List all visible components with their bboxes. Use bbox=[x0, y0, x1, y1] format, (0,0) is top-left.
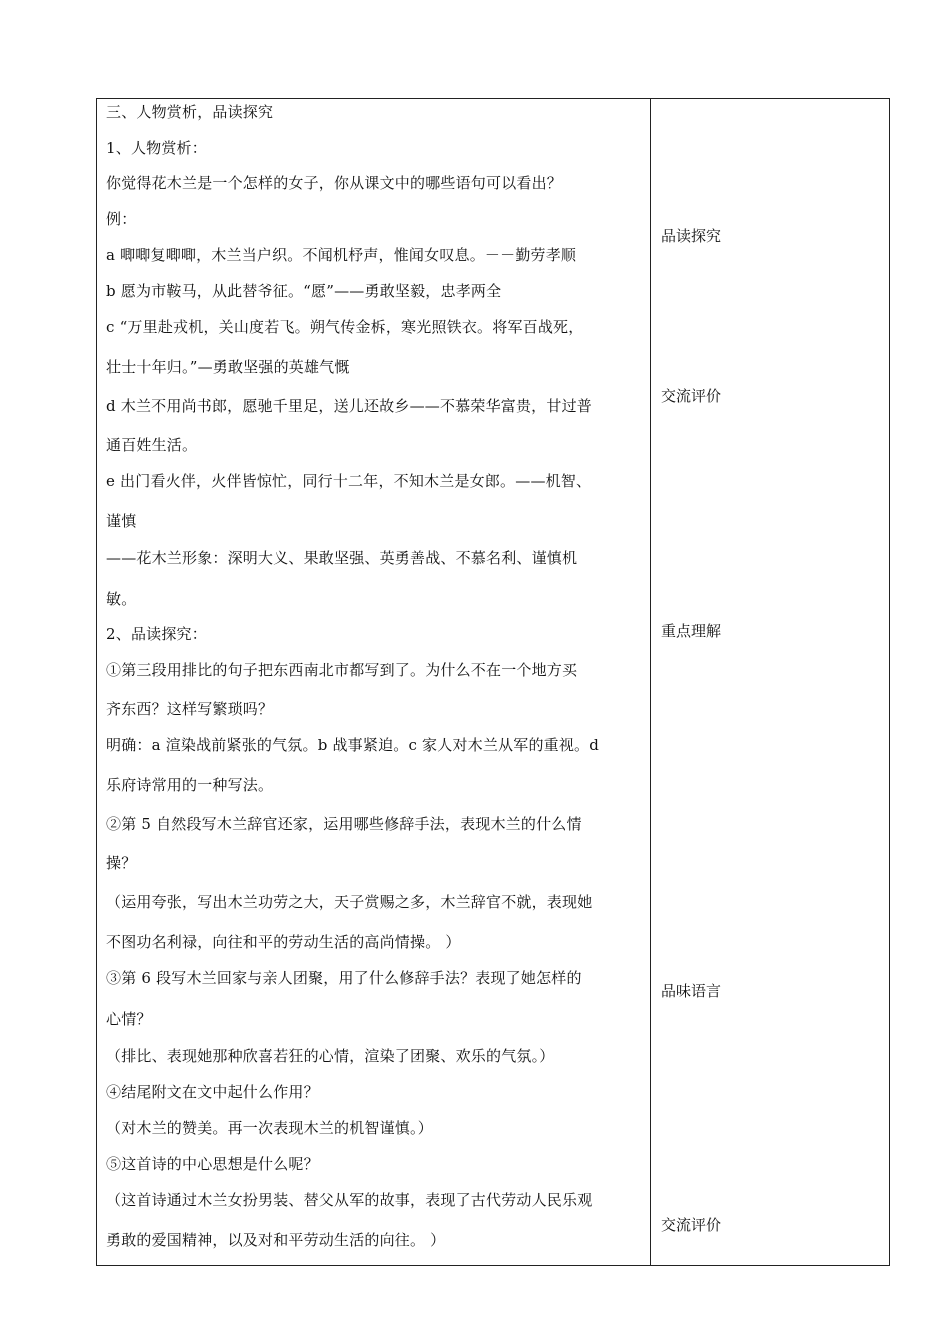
text-line: 操？ bbox=[106, 854, 137, 872]
text-line: ①第三段用排比的句子把东西南北市都写到了。为什么不在一个地方买 bbox=[106, 661, 578, 679]
text-line: ④结尾附文在文中起什么作用？ bbox=[106, 1083, 319, 1101]
text-line: 乐府诗常用的一种写法。 bbox=[106, 776, 274, 794]
text-line: ⑤这首诗的中心思想是什么呢？ bbox=[106, 1155, 319, 1173]
side-note: 品读探究 bbox=[661, 227, 722, 245]
text-line: ③第 6 段写木兰回家与亲人团聚，用了什么修辞手法？表现了她怎样的 bbox=[106, 969, 582, 987]
text-line: c “万里赴戎机，关山度若飞。朔气传金柝，寒光照铁衣。将军百战死， bbox=[106, 318, 584, 336]
text-line: （运用夸张，写出木兰功劳之大，天子赏赐之多，木兰辞官不就，表现她 bbox=[106, 893, 593, 911]
text-line: d 木兰不用尚书郎，愿驰千里足，送儿还故乡——不慕荣华富贵，甘过普 bbox=[106, 397, 592, 415]
text-line: （排比、表现她那种欣喜若狂的心情，渲染了团聚、欢乐的气氛。） bbox=[106, 1047, 555, 1065]
side-note: 重点理解 bbox=[661, 622, 722, 640]
text-line: 心情？ bbox=[106, 1010, 152, 1028]
text-line: （这首诗通过木兰女扮男装、替父从军的故事，表现了古代劳动人民乐观 bbox=[106, 1191, 593, 1209]
text-line: 谨慎 bbox=[106, 512, 137, 530]
side-note: 品味语言 bbox=[661, 982, 722, 1000]
text-line: 你觉得花木兰是一个怎样的女子，你从课文中的哪些语句可以看出？ bbox=[106, 174, 563, 192]
column-divider bbox=[650, 98, 651, 1266]
side-note: 交流评价 bbox=[661, 387, 722, 405]
text-line: a 唧唧复唧唧，木兰当户织。不闻机杼声，惟闻女叹息。－－勤劳孝顺 bbox=[106, 246, 577, 264]
text-line: 1、人物赏析： bbox=[106, 139, 207, 157]
text-line: 壮士十年归。”—勇敢坚强的英雄气慨 bbox=[106, 358, 350, 376]
text-line: 2、品读探究： bbox=[106, 625, 207, 643]
text-line: b 愿为市鞍马，从此替爷征。“愿”——勇敢坚毅，忠孝两全 bbox=[106, 282, 502, 300]
text-line: 齐东西？这样写繁琐吗？ bbox=[106, 700, 274, 718]
text-line: 敏。 bbox=[106, 590, 137, 608]
text-line: 例： bbox=[106, 210, 137, 228]
side-note: 交流评价 bbox=[661, 1216, 722, 1234]
text-line: 勇敢的爱国精神，以及对和平劳动生活的向往。 ） bbox=[106, 1231, 446, 1249]
text-line: ②第 5 自然段写木兰辞官还家，运用哪些修辞手法，表现木兰的什么情 bbox=[106, 815, 582, 833]
text-line: ——花木兰形象：深明大义、果敢坚强、英勇善战、不慕名利、谨慎机 bbox=[106, 549, 578, 567]
text-line: 明确：a 渲染战前紧张的气氛。b 战事紧迫。c 家人对木兰从军的重视。d bbox=[106, 736, 600, 754]
text-line: e 出门看火伴，火伴皆惊忙，同行十二年，不知木兰是女郎。——机智、 bbox=[106, 472, 592, 490]
text-line: （对木兰的赞美。再一次表现木兰的机智谨慎。） bbox=[106, 1119, 433, 1137]
text-line: 不图功名利禄，向往和平的劳动生活的高尚情操。 ） bbox=[106, 933, 461, 951]
text-line: 三、人物赏析，品读探究 bbox=[106, 103, 274, 121]
text-line: 通百姓生活。 bbox=[106, 436, 198, 454]
